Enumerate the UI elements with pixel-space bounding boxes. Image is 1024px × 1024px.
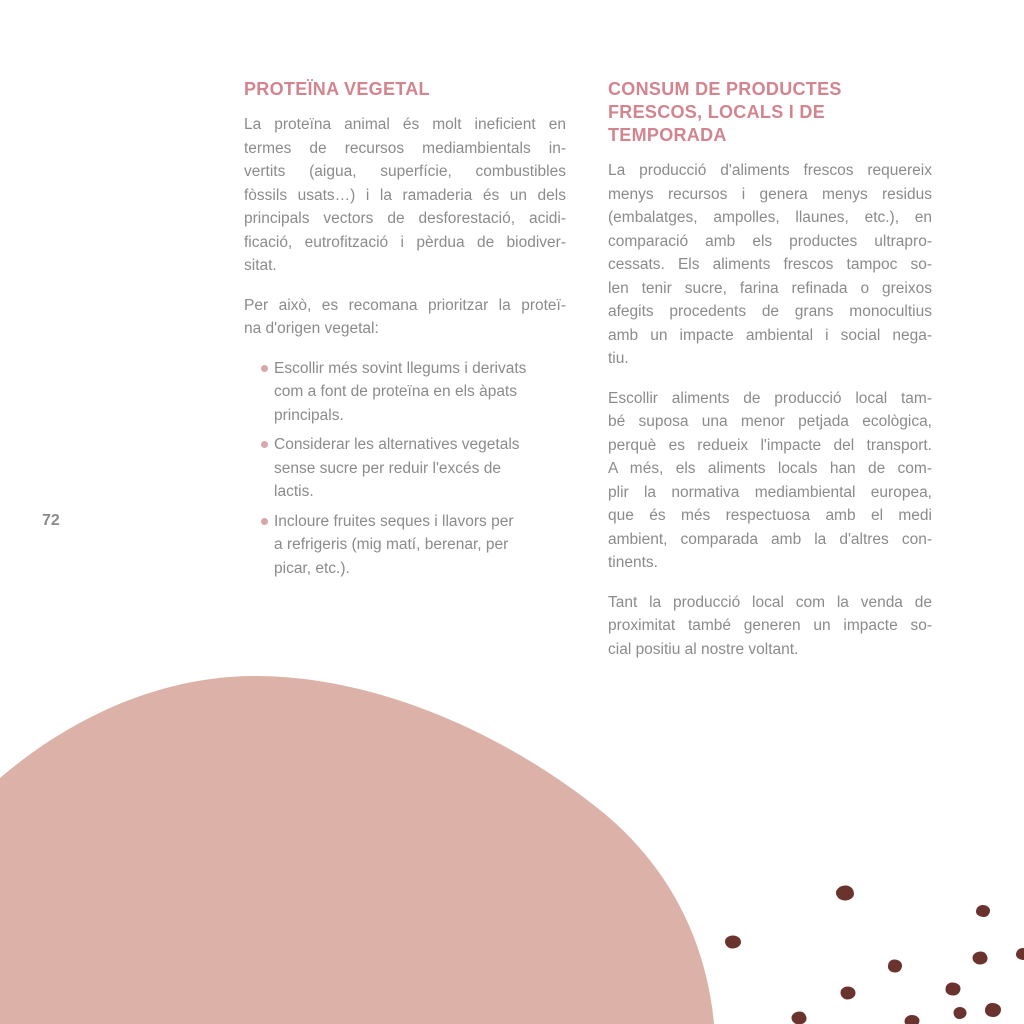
text-line: menys recursos i genera menys residus — [608, 185, 932, 203]
text-line: Tant la producció local com la venda de — [608, 593, 932, 611]
text-line: vertits (aigua, superfície, combustibles — [244, 163, 566, 180]
ink-dot — [985, 1003, 1001, 1017]
bullet-dot-icon — [261, 365, 268, 372]
bullet-dot-icon — [261, 518, 268, 525]
text-line: PROTEÏNA VEGETAL — [244, 79, 430, 99]
text-line: picar, etc.). — [274, 559, 350, 577]
text-line: principals vectors de desforestació, acidi- — [244, 210, 566, 227]
text-line: termes de recursos mediambientals in- — [244, 139, 566, 157]
text-line: FRESCOS, LOCALS I DE — [608, 102, 826, 122]
bullet-item — [261, 357, 566, 428]
ink-dot — [725, 936, 741, 949]
text-line: na d'origen vegetal: — [244, 320, 379, 337]
bullet-text — [274, 357, 526, 428]
bullet-item — [261, 433, 566, 504]
text-line: (embalatges, ampolles, llaunes, etc.), en — [608, 209, 932, 226]
ink-dot — [973, 952, 988, 965]
bullet-item — [261, 510, 566, 581]
text-line: amb un impacte ambiental i social nega- — [608, 326, 932, 344]
text-line: Escollir aliments de producció local tam- — [608, 389, 932, 407]
text-line: lactis. — [274, 483, 314, 500]
text-line: Per això, es recomana prioritzar la proteï- — [244, 296, 566, 314]
text-line: ficació, eutrofització i pèrdua de biodiver- — [244, 233, 566, 251]
right-column — [608, 78, 932, 677]
bullet-list — [244, 357, 566, 581]
text-line: principals. — [274, 406, 344, 424]
text-line: ambient, comparada amb la d'altres con- — [608, 530, 932, 548]
text-line: plir la normativa mediambiental europea, — [608, 483, 932, 501]
ink-dot — [946, 983, 961, 996]
text-line: perquè es redueix l'impacte del transport. — [608, 436, 932, 454]
text-line: proximitat també generen un impacte so- — [608, 617, 932, 634]
text-line: len tenir sucre, farina refinada o greixos — [608, 279, 932, 297]
paragraph — [608, 387, 932, 575]
text-line: Escollir més sovint llegums i derivats — [274, 359, 527, 377]
text-line: bé suposa una menor petjada ecològica, — [608, 413, 932, 430]
ink-dot — [954, 1007, 967, 1019]
ink-dot — [1016, 948, 1024, 960]
text-line: a refrigeris (mig matí, berenar, per — [274, 536, 509, 553]
section-heading — [608, 78, 932, 147]
text-line: Incloure fruites seques i llavors per — [274, 512, 514, 530]
text-line: Considerar les alternatives vegetals — [274, 436, 520, 453]
bullet-dot-icon — [261, 441, 268, 448]
text-line: tinents. — [608, 554, 658, 571]
text-line: fòssils usats…) i la ramaderia és un dels — [244, 186, 566, 204]
text-line: tiu. — [608, 350, 629, 367]
text-line: afegits procedents de grans monocultius — [608, 303, 932, 320]
text-line: sitat. — [244, 257, 277, 274]
left-column — [244, 78, 566, 586]
text-line: CONSUM DE PRODUCTES — [608, 79, 842, 99]
paragraph — [244, 113, 566, 278]
text-line: que és més respectuosa amb el medi — [608, 507, 932, 524]
paragraph — [608, 591, 932, 662]
bullet-text — [274, 510, 514, 581]
bullet-text — [274, 433, 520, 504]
ink-dot — [792, 1012, 807, 1024]
text-line: TEMPORADA — [608, 125, 727, 145]
pink-blob-path — [0, 676, 714, 1024]
text-line: comparació amb els productes ultrapro- — [608, 232, 932, 250]
section-heading — [244, 78, 566, 101]
text-line: cessats. Els aliments frescos tampoc so- — [608, 256, 932, 273]
page-number: 72 — [42, 512, 60, 529]
paragraph — [244, 294, 566, 341]
ink-dot — [905, 1015, 920, 1024]
ink-dot — [976, 905, 990, 917]
text-line: sense sucre per reduir l'excés de — [274, 459, 501, 477]
text-line: La producció d'aliments frescos requereix — [608, 162, 932, 179]
ink-dot — [888, 960, 902, 973]
ink-dot — [836, 886, 854, 901]
text-line: com a font de proteïna en els àpats — [274, 383, 517, 400]
text-line: cial positiu al nostre voltant. — [608, 640, 799, 658]
text-line: La proteïna animal és molt ineficient en — [244, 116, 566, 133]
ink-dot — [841, 987, 856, 1000]
text-line: A més, els aliments locals han de com- — [608, 460, 932, 477]
paragraph — [608, 159, 932, 371]
